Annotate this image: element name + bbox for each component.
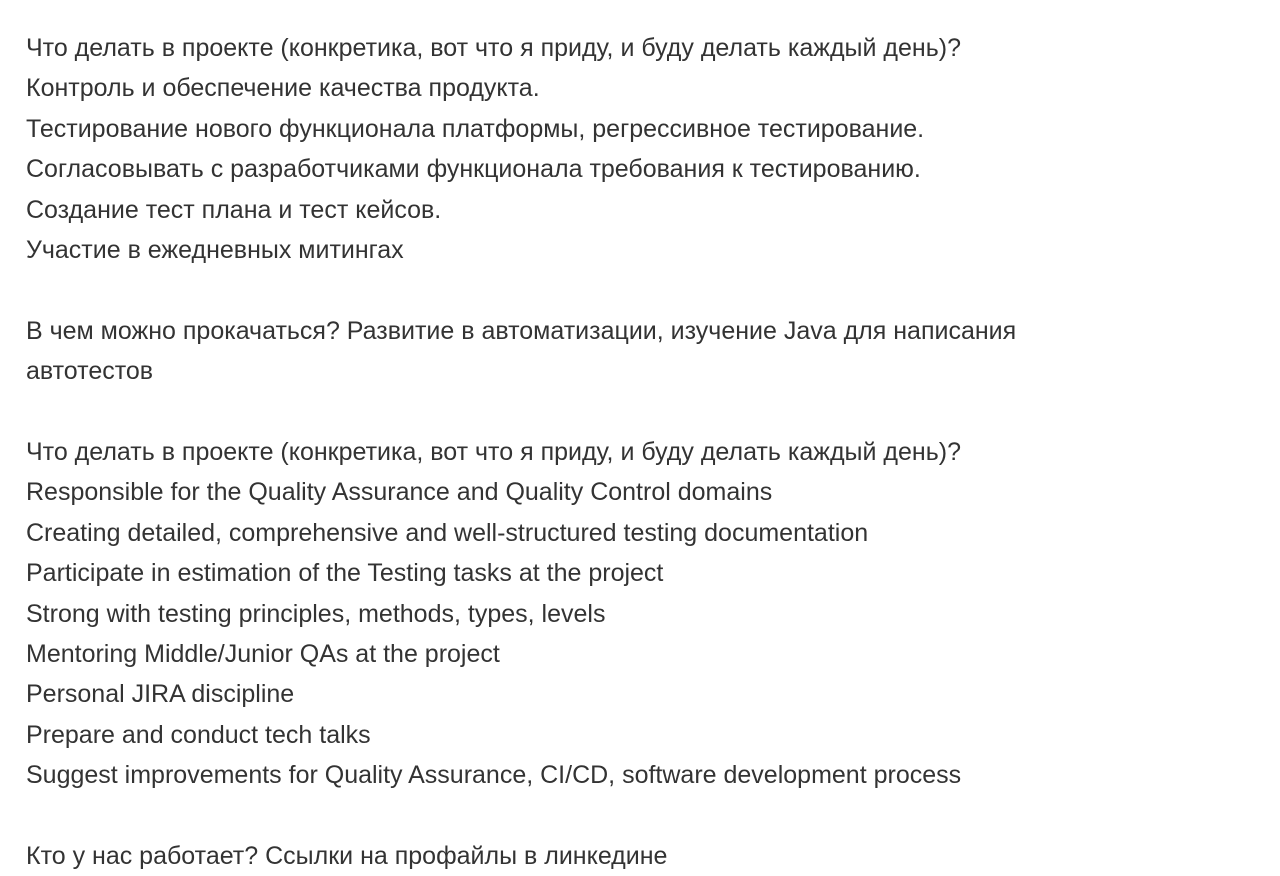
text-line: Suggest improvements for Quality Assurance, CI/CD, software development process — [26, 761, 962, 790]
blank-line — [26, 392, 1256, 432]
text-line: Тестирование нового функционала платформы, регрессивное тестирование. — [26, 114, 925, 143]
text-line: автотестов — [26, 357, 154, 386]
text-line: Кто у нас работает? Ссылки на профайлы в линкедине — [26, 842, 668, 871]
text-line: Responsible for the Quality Assurance and Quality Control domains — [26, 478, 773, 507]
text-line: Creating detailed, comprehensive and well-structured testing documentation — [26, 518, 869, 547]
text-line: В чем можно прокачаться? Развитие в автоматизации, изучение Java для написания — [26, 316, 1017, 345]
text-line: Mentoring Middle/Junior QAs at the project — [26, 640, 500, 669]
text-line: Согласовывать с разработчиками функционала требования к тестированию. — [26, 155, 921, 184]
text-line: Что делать в проекте (конкретика, вот что я приду, и буду делать каждый день)? — [26, 34, 961, 62]
text-line: Создание тест плана и тест кейсов. — [26, 195, 442, 224]
text-line: Personal JIRA discipline — [26, 680, 295, 709]
text-line: Prepare and conduct tech talks — [26, 720, 371, 749]
text-line: Контроль и обеспечение качества продукта. — [26, 74, 540, 103]
text-line: Что делать в проекте (конкретика, вот что я приду, и буду делать каждый день)? — [26, 438, 961, 467]
text-line: Participate in estimation of the Testing tasks at the project — [26, 559, 664, 588]
document-body — [26, 28, 1256, 876]
blank-line — [26, 796, 1256, 836]
text-line: Участие в ежедневных митингах — [26, 236, 404, 265]
blank-line — [26, 270, 1256, 310]
text-line: Strong with testing principles, methods, types, levels — [26, 599, 606, 628]
